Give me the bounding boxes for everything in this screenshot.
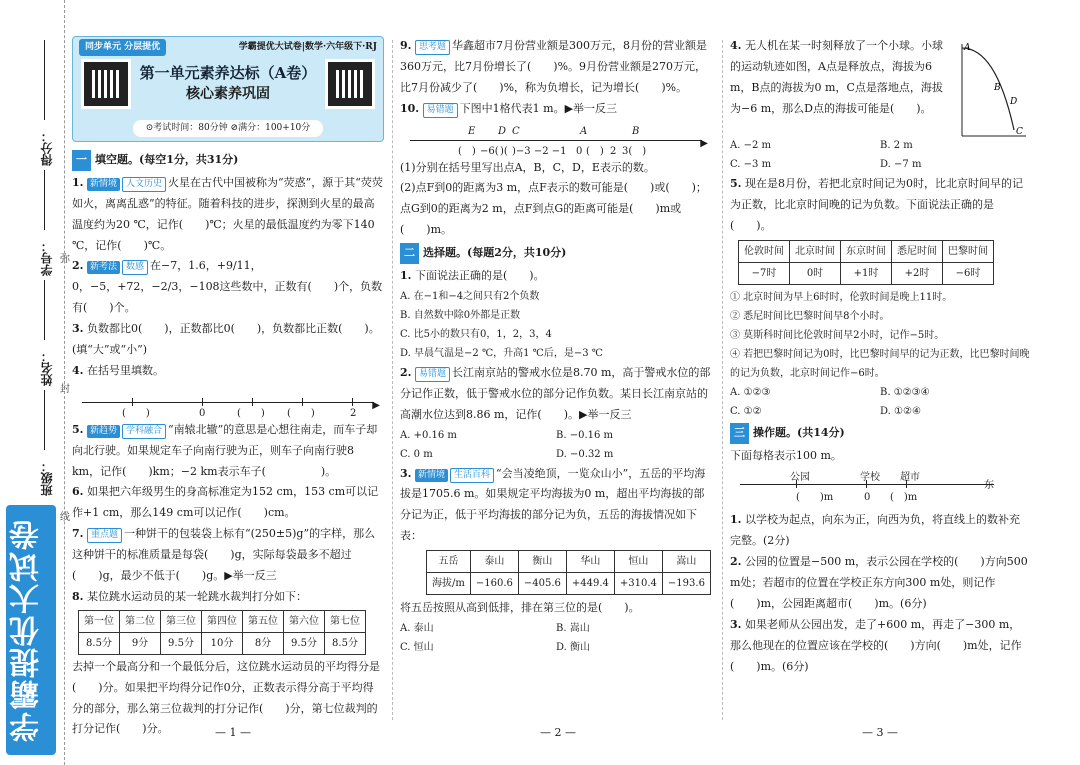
question-1: 1. 新情境 人文历史 火星在古代中国被称为“荧惑”，源于其“荧荧如火，离离乱惑”的特征。随着科技的进步，探测到火星的最高温度约为20 ℃，记作( )℃；火星的最低温度约为零下140 ℃，记作( )℃。: [72, 175, 383, 252]
timezone-table: 伦敦时间 北京时间 东京时间 悉尼时间 巴黎时间 −7时 0时 +1时 +2时 −6时: [738, 240, 994, 285]
id-blank: [44, 170, 45, 230]
option-b: B. 嵩山: [556, 623, 590, 635]
option-a: A. 在−1和−4之间只有2个负数: [400, 290, 540, 302]
options: [730, 136, 1030, 174]
operation-question-3: 3. 如果老师从公园出发，走了+600 m，再走了−300 m，那么他现在的位置应该在学校的( )方向( )m处，记作( )m。(6分): [730, 617, 1022, 673]
option-b: B. 自然数中除0外都是正数: [400, 309, 521, 321]
score-table: 第一位 第二位 第三位 第四位 第五位 第六位 第七位 8.5分 9分 9.5分 10分 8分 9.5分 8.5分: [78, 610, 366, 655]
choice-question-1: 1. 下面说法正确的是( )。: [400, 269, 545, 283]
series-tag: 同步单元 分层提优: [79, 39, 166, 56]
operation-intro: 下面每格表示100 m。: [730, 448, 842, 462]
question-6: 6. 如果把六年级男生的身高标准定为152 cm，153 cm可以记作+1 cm，那么149 cm可以记作( )cm。: [72, 485, 379, 520]
option-d: D. −7 m: [880, 159, 922, 170]
option-b: B. −0.16 m: [556, 429, 614, 441]
id-label: 学号：: [40, 240, 54, 276]
page-number: — 1 —: [215, 726, 251, 739]
tag-badge: 易错题: [423, 103, 458, 118]
page-title: 第一单元素养达标（A卷）: [139, 64, 317, 82]
option-a: A. ①②③: [730, 386, 771, 398]
option-d: D. −0.32 m: [556, 448, 614, 460]
tag-badge: 数感: [122, 260, 148, 275]
tag-badge: 思考题: [415, 40, 450, 55]
tag-badge: 生活百科: [450, 468, 494, 483]
tag-badge: 新考法: [87, 261, 120, 274]
option-c: C. 比5小的数只有0，1，2，3，4: [400, 328, 552, 340]
options: [400, 619, 712, 657]
question-10-part-2: (2)点F到0的距离为3 m，点F表示的数可能是( )或( )；点G到0的距离为2 m，点F到点G的距离可能是( )m或( )m。: [400, 181, 707, 237]
qr-code-icon: [81, 59, 131, 109]
cut-mark: 封: [60, 384, 70, 395]
number-line: ▶ E D C A B ( ) −6( )( )−3 −2 −1 0 ( ) 2 3( ): [400, 122, 712, 156]
class-blank: [44, 390, 45, 450]
question-3: 3. 负数都比0( )，正数都比0( )，负数都比正数( )。(填“大”或“小”): [72, 322, 380, 357]
statement-3: ③ 莫斯科时间比伦敦时间早2小时，记作−5时。: [730, 329, 945, 341]
qr-code-icon: [325, 59, 375, 109]
tag-badge: 重点题: [87, 528, 122, 543]
option-d: D. ①②④: [880, 405, 921, 417]
page-subtitle: 核心素养巩固: [186, 86, 270, 102]
option-a: A. 泰山: [400, 623, 434, 635]
section-header: 二 选择题。(每题2分，共10分): [400, 243, 566, 264]
column-divider: [392, 40, 393, 720]
choice-question-5: 5. 现在是8月份，若把北京时间记为0时，比北京时间早的记为正数，比北京时间晚的记为负数。下面说法正确的是( )。: [730, 177, 1023, 232]
option-b: B. ①②③④: [880, 386, 930, 398]
name-label: 姓名：: [40, 350, 54, 386]
question-10-part-1: (1)分别在括号里写出点A，B，C，D，E表示的数。: [400, 160, 655, 174]
number-line: ▶ ( ) 0 ( ) ( ) 2: [72, 384, 384, 418]
option-c: C. 0 m: [400, 448, 433, 460]
point-c-label: C: [1016, 127, 1023, 137]
trajectory-diagram: [956, 40, 1030, 140]
page-number: — 3 —: [862, 726, 898, 739]
question-2: 2. 新考法 数感 在−7，1.6，+9/11，0，−5，+72，−2/3，−108这些数中，正数有( )个，负数有( )个。: [72, 259, 383, 315]
name-blank: [44, 280, 45, 340]
statement-4: ④ 若把巴黎时间记为0时，比巴黎时间早的记为正数，比巴黎时间晚的记为负数，北京时间记作−6时。: [730, 348, 1030, 379]
choice-question-4: 4. 无人机在某一时刻释放了一个小球。小球的运动轨迹如图，A点是释放点，海拔为6 m，B点的海拔为0 m，C点是落地点，海拔为−6 m，那么D点的海拔可能是( )。 A B D C: [730, 36, 1030, 136]
options: [400, 426, 712, 464]
question-5: 5. 新趋势 学科融合 “南辕北辙”的意思是心想往南走，而车子却向北行驶。如果规定车子向南行驶为正，则车子向南行驶8 km，记作( )km；−2 km表示车子( )。: [72, 422, 378, 478]
question-4: 4. 在括号里填数。: [72, 363, 164, 377]
operation-question-2: 2. 公园的位置是−500 m，表示公园在学校的( )方向500 m处；若超市的位置在学校正东方向300 m处，则记作( )m，公园距离超市( )m。(6分): [730, 555, 1028, 611]
options: [730, 383, 1030, 421]
page-1: [72, 36, 384, 740]
statement-1: ① 北京时间为早上6时时，伦敦时间是晚上11时。: [730, 291, 953, 303]
operation-question-1: 1. 以学校为起点，向东为正，向西为负，将直线上的数补充完整。(2分): [730, 513, 1020, 548]
tag-badge: 学科融合: [122, 424, 166, 439]
exam-meta: ⊙考试时间：80分钟 ⊘满分：100+10分: [133, 120, 323, 137]
choice-question-3: 3. 新情境 生活百科 “会当凌绝顶，一览众山小”，五岳的平均海拔是1705.6 m。如果规定平均海拔为0 m，超出平均海拔的部分记为正，低于平均海拔的部分记为负，五岳的海拔情况如下表：: [400, 466, 706, 543]
option-d: D. 早晨气温是−2 ℃，升高1 ℃后，是−3 ℃: [400, 347, 603, 359]
option-b: B. 2 m: [880, 140, 913, 151]
brand-logo: 学霸提优大试卷: [6, 505, 56, 755]
tag-badge: 新趋势: [87, 425, 120, 438]
page-number: — 2 —: [540, 726, 576, 739]
score-blank: [44, 40, 45, 120]
column-divider: [722, 40, 723, 720]
question-9: 9. 思考题 华鑫超市7月份营业额是300万元，8月份的营业额是360万元，比7月份增长了( )%。9月份营业额是270万元，比7月份减少了( )%，称为负增长，记为增长( )%。: [400, 39, 707, 94]
score-label: 得分：: [40, 130, 54, 166]
series-title: 学霸提优大试卷|数学·六年级下·RJ: [238, 42, 377, 52]
cut-mark: 线: [60, 512, 70, 523]
question-7: 7. 重点题 一种饼干的包装袋上标有“(250±5)g”的字样，那么这种饼干的标准质量是每袋( )g，实际每袋最多不超过( )g，最少不低于( )g。▶举一反三: [72, 527, 376, 583]
page-3: [730, 36, 1030, 678]
altitude-table: 五岳 泰山 衡山 华山 恒山 嵩山 海拔/m −160.6 −405.6 +449.4 +310.4 −193.6: [426, 550, 711, 595]
choice-question-2: 2. 易错题 长江南京站的警戒水位是8.70 m，高于警戒水位的部分记作正数，低于警戒水位的部分记作负数。某日长江南京站的高潮水位达到8.86 m，记作( )。▶举一反三: [400, 365, 711, 421]
tag-badge: 易错题: [415, 367, 450, 382]
option-a: A. −2 m: [730, 140, 771, 151]
choice-question-3-prompt: 将五岳按照从高到低排，排在第三位的是( )。: [400, 601, 640, 615]
option-a: A. +0.16 m: [400, 429, 457, 441]
exam-header: [72, 36, 384, 142]
binding-spine: [0, 0, 70, 765]
map-number-line: 公园 学校 超市 东 ( )m 0 ( )m: [730, 468, 1030, 508]
option-c: C. −3 m: [730, 159, 772, 170]
tag-badge: 新情境: [415, 469, 448, 482]
statement-2: ② 悉尼时间比巴黎时间早8个小时。: [730, 310, 890, 322]
tag-badge: 人文历史: [122, 177, 166, 192]
option-c: C. 恒山: [400, 642, 434, 654]
question-8-text: 去掉一个最高分和一个最低分后，这位跳水运动员的平均得分是( )分。如果把平均得分记作0分，正数表示得分高于平均得分的部分，那么第三位裁判的打分记作( )分，第七位裁判的打分记作( )分。: [72, 659, 380, 736]
tag-badge: 新情境: [87, 178, 120, 191]
class-label: 班级：: [40, 460, 54, 496]
section-header: 一 填空题。(每空1分，共31分): [72, 150, 238, 171]
point-d-label: D: [1010, 97, 1018, 107]
option-c: C. ①②: [730, 405, 762, 417]
point-b-label: B: [994, 83, 1001, 93]
cut-mark: 弥: [60, 254, 70, 265]
question-8: 8. 某位跳水运动员的某一轮跳水裁判打分如下：: [72, 589, 307, 603]
option-d: D. 衡山: [556, 642, 591, 654]
point-a-label: A: [964, 43, 971, 53]
page-2: [400, 36, 712, 657]
question-10: 10. 易错题 下图中1格代表1 m。▶举一反三: [400, 99, 712, 120]
section-header: 三 操作题。(共14分): [730, 423, 845, 444]
